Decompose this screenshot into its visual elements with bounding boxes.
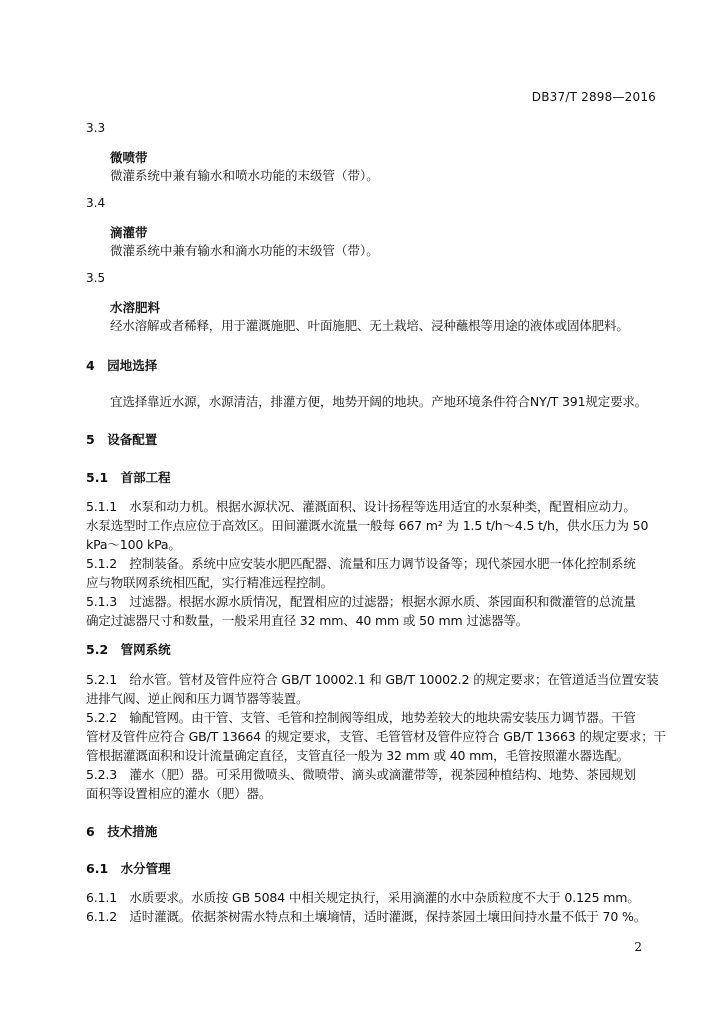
section-heading: 4 园地选择 <box>86 358 158 373</box>
paragraph-line: 5.2.3 灌水（肥）器。可采用微喷头、微喷带、滴头或滴灌带等，视茶园种植结构、地势、茶园规划 <box>86 767 636 782</box>
standard-number: DB37/T 2898—2016 <box>531 90 656 104</box>
paragraph-line: 6.1.2 适时灌溉。依据茶树需水特点和土壤墒情，适时灌溉，保持茶园土壤田间持水量不低于 70 %。 <box>86 909 647 924</box>
page-number: 2 <box>634 940 642 954</box>
term-definition: 微灌系统中兼有输水和滴水功能的末级管（带）。 <box>110 243 379 258</box>
term-definition: 微灌系统中兼有输水和喷水功能的末级管（带）。 <box>110 168 379 183</box>
subsection-heading: 5.1 首部工程 <box>86 470 171 485</box>
paragraph: 宜选择靠近水源，水源清洁，排灌方便，地势开阔的地块。产地环境条件符合NY/T 391规定要求。 <box>110 394 648 409</box>
paragraph-line: 5.1.1 水泵和动力机。根据水源状况、灌溉面积、设计扬程等选用适宜的水泵种类，配置相应动力。 <box>86 499 636 514</box>
section-heading: 6 技术措施 <box>86 824 158 839</box>
paragraph-line: 管材及管件应符合 GB/T 13664 的规定要求，支管、毛管管材及管件应符合 GB/T 13663 的规定要求；干 <box>86 729 666 744</box>
term-title: 滴灌带 <box>110 225 148 240</box>
paragraph-line: 5.2.1 给水管。管材及管件应符合 GB/T 10002.1 和 GB/T 10002.2 的规定要求；在管道适当位置安装 <box>86 672 659 687</box>
section-heading: 5 设备配置 <box>86 432 158 447</box>
subsection-heading: 6.1 水分管理 <box>86 861 171 876</box>
paragraph-line: 水泵选型时工作点应位于高效区。田间灌溉水流量一般每 667 m² 为 1.5 t/h～4.5 t/h，供水压力为 50 <box>86 518 649 533</box>
subsection-heading: 5.2 管网系统 <box>86 642 171 657</box>
paragraph-line: 6.1.1 水质要求。水质按 GB 5084 中相关规定执行，采用滴灌的水中杂质粒度不大于 0.125 mm。 <box>86 890 640 905</box>
paragraph-line: 应与物联网系统相匹配，实行精准远程控制。 <box>86 575 334 590</box>
term-definition: 经水溶解或者稀释，用于灌溉施肥、叶面施肥、无土栽培、浸种蘸根等用途的液体或固体肥料。 <box>110 318 629 333</box>
term-title: 水溶肥料 <box>110 300 161 315</box>
paragraph-line: 管根据灌溉面积和设计流量确定直径，支管直径一般为 32 mm 或 40 mm，毛管按照灌水器选配。 <box>86 748 630 763</box>
paragraph-line: 进排气阀、逆止阀和压力调节器等装置。 <box>86 691 309 706</box>
paragraph-line: 5.1.3 过滤器。根据水源水质情况，配置相应的过滤器；根据水源水质、茶园面积和微灌管的总流量 <box>86 594 636 609</box>
paragraph-line: 面积等设置相应的灌水（肥）器。 <box>86 786 272 801</box>
clause-number: 3.4 <box>86 196 106 210</box>
paragraph-line: 确定过滤器尺寸和数量，一般采用直径 32 mm、40 mm 或 50 mm 过滤器等。 <box>86 613 529 628</box>
paragraph-line: 5.1.2 控制装备。系统中应安装水肥匹配器、流量和压力调节设备等；现代茶园水肥一体化控制系统 <box>86 556 636 571</box>
paragraph-line: 5.2.2 输配管网。由干管、支管、毛管和控制阀等组成，地势差较大的地块需安装压力调节器。干管 <box>86 710 636 725</box>
clause-number: 3.5 <box>86 271 106 285</box>
paragraph-line: kPa～100 kPa。 <box>86 537 181 552</box>
clause-number: 3.3 <box>86 121 106 135</box>
term-title: 微喷带 <box>110 150 148 165</box>
